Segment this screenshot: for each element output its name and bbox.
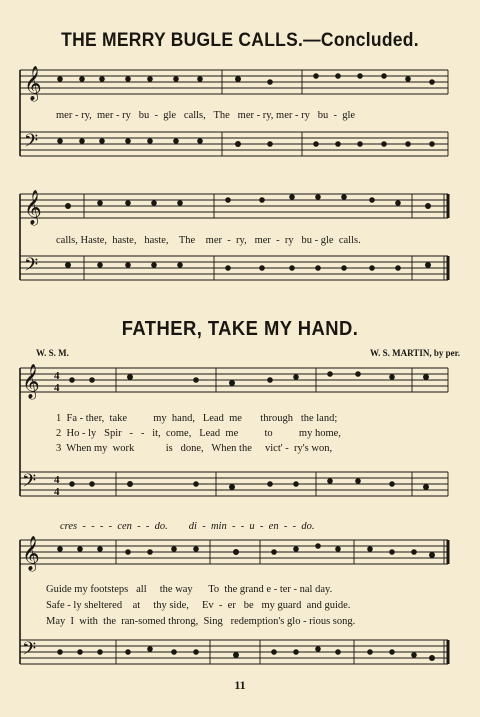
svg-text:𝄢: 𝄢 xyxy=(24,254,39,279)
svg-text:4: 4 xyxy=(54,382,60,394)
svg-text:𝄞: 𝄞 xyxy=(22,537,40,570)
composer-credit: W. S. MARTIN, by per. xyxy=(369,348,460,358)
svg-text:4: 4 xyxy=(54,474,60,486)
verse-line-1: 1 Fa - ther, take my hand, Lead me through the land; xyxy=(56,413,338,424)
svg-text:𝄢: 𝄢 xyxy=(22,470,37,495)
song1-lyric-line-1: mer - ry, mer - ry bu - gle calls, The mer - ry, mer - ry bu - gle xyxy=(56,110,356,121)
svg-text:𝄞: 𝄞 xyxy=(22,365,40,398)
refrain-line-1: Guide my footsteps all the way To the grand e - ter - nal day. xyxy=(46,584,333,595)
verse-line-2: 2 Ho - ly Spir - - it, come, Lead me to my home, xyxy=(56,428,341,439)
svg-text:𝄢: 𝄢 xyxy=(24,130,39,155)
page-number: 11 xyxy=(234,678,246,692)
continued-song-title: THE MERRY BUGLE CALLS.—Concluded. xyxy=(61,30,419,51)
song-title: FATHER, TAKE MY HAND. xyxy=(121,318,359,340)
svg-text:𝄢: 𝄢 xyxy=(22,638,37,663)
refrain-line-2: Safe - ly sheltered at thy side, Ev - er be my guard and guide. xyxy=(46,600,351,611)
lyricist-credit: W. S. M. xyxy=(36,348,69,358)
song1-lyric-line-2: calls, Haste, haste, haste, The mer - ry, mer - ry bu - gle calls. xyxy=(56,235,361,246)
dynamics-marking: cres - - - - cen - - do. di - min - - u - en - - do. xyxy=(60,521,315,532)
refrain-line-3: May I with the ran-somed throng, Sing redemption's glo - rious song. xyxy=(46,616,356,627)
svg-text:𝄞: 𝄞 xyxy=(24,67,42,100)
verse-line-3: 3 When my work is done, When the vict' - ry's won, xyxy=(56,443,333,454)
svg-text:4: 4 xyxy=(54,486,60,498)
svg-text:4: 4 xyxy=(54,370,60,382)
svg-text:𝄞: 𝄞 xyxy=(24,191,42,224)
